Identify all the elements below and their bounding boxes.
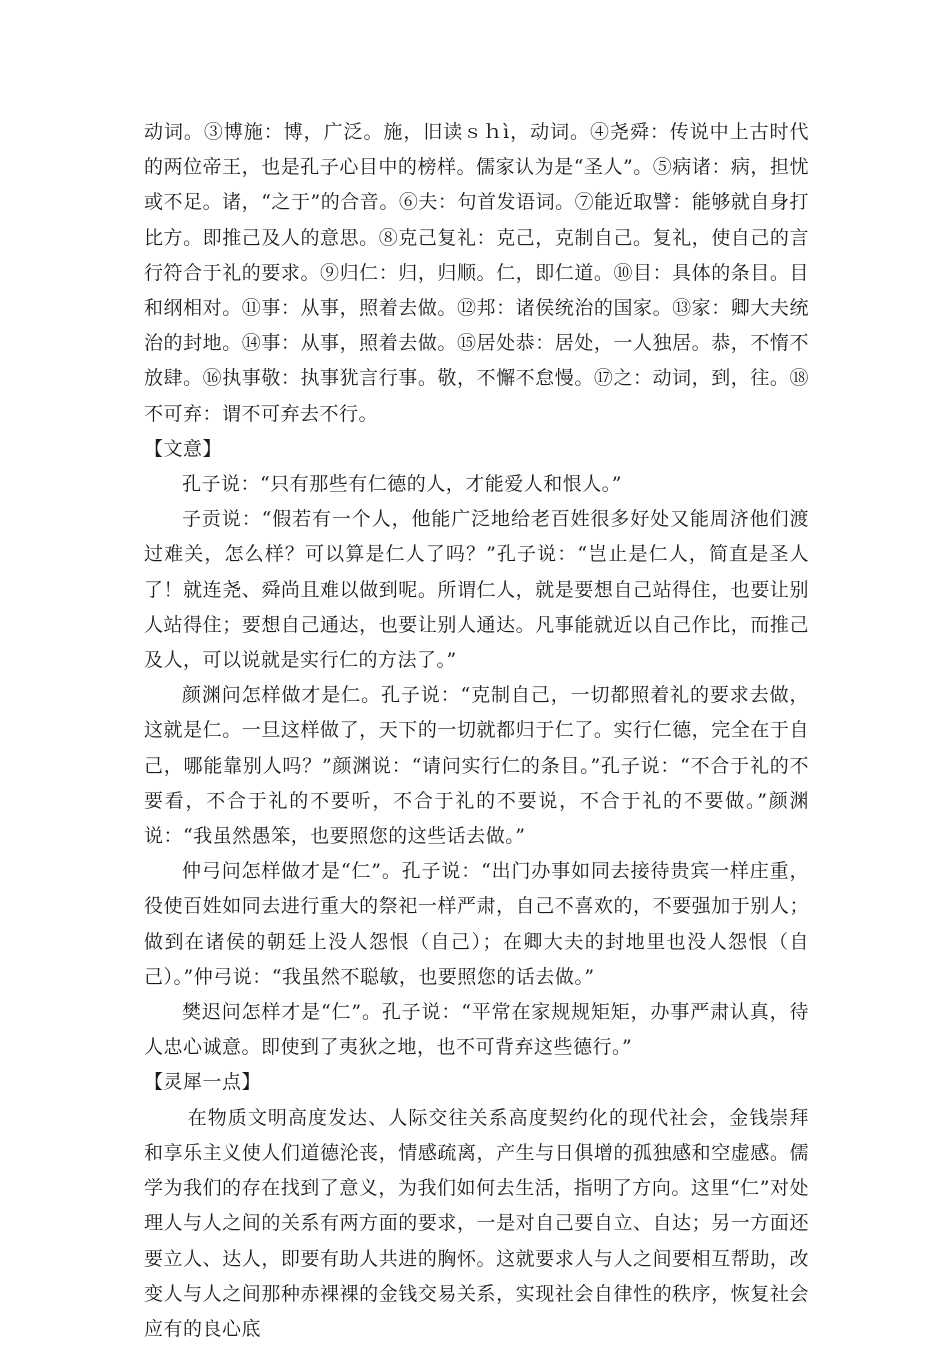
wenyi-paragraph: 颜渊问怎样做才是仁。孔子说：“克制自己，一切都照着礼的要求去做，这就是仁。一旦这样做了，天下的一切就都归于仁了。实行仁德，完全在于自己，哪能靠别人吗？”颜渊说：“请问实行仁的条目。”孔子说：“不合于礼的不要看，不合于礼的不要听，不合于礼的不要说，不合于礼的不要做。”颜渊说：“我虽然愚笨，也要照您的这些话去做。” [144,684,809,848]
annotation-notes: 动词。③博施：博，广泛。施，旧读ｓｈì，动词。④尧舜：传说中上古时代的两位帝王，也是孔子心目中的榜样。儒家认为是“圣人”。⑤病诸：病，担忧或不足。诸，“之于”的合音。⑥夫：句首发语词。⑦能近取譬：能够就自身打比方。即推己及人的意思。⑧克己复礼：克己，克制自己。复礼，使自己的言行符合于礼的要求。⑨归仁：归，归顺。仁，即仁道。⑩目：具体的条目。目和纲相对。⑪事：从事，照着去做。⑫邦：诸侯统治的国家。⑬家：卿大夫统治的封地。⑭事：从事，照着去做。⑮居处恭：居处，一人独居。恭，不惰不放肆。⑯执事敬：执事犹言行事。敬，不懈不怠慢。⑰之：动词，到，往。⑱不可弃：谓不可弃去不行。 [144,121,809,425]
section-heading-lingxi: 【灵犀一点】 [144,1071,262,1094]
lingxi-paragraph: 在物质文明高度发达、人际交往关系高度契约化的现代社会，金钱崇拜和享乐主义使人们道德沦丧，情感疏离，产生与日俱增的孤独感和空虚感。儒学为我们的存在找到了意义，为我们如何去生活，指明了方向。这里“仁”对处理人与人之间的关系有两方面的要求，一是对自己要自立、自达；另一方面还要立人、达人，即要有助人共进的胸怀。这就要求人与人之间要相互帮助，改变人与人之间那种赤裸裸的金钱交易关系，实现社会自律性的秩序，恢复社会应有的良心底 [144,1106,809,1340]
wenyi-paragraph: 仲弓问怎样做才是“仁”。孔子说：“出门办事如同去接待贵宾一样庄重，役使百姓如同去进行重大的祭祀一样严肃，自己不喜欢的，不要强加于别人；做到在诸侯的朝廷上没人怨恨（自己）；在卿大夫的封地里也没人怨恨（自己）。”仲弓说：“我虽然不聪敏，也要照您的话去做。” [144,860,809,988]
wenyi-paragraph: 子贡说：“假若有一个人，他能广泛地给老百姓很多好处又能周济他们渡过难关，怎么样？可以算是仁人了吗？”孔子说：“岂止是仁人，简直是圣人了！就连尧、舜尚且难以做到呢。所谓仁人，就是要想自己站得住，也要让别人站得住；要想自己通达，也要让别人通达。凡事能就近以自己作比，而推己及人，可以说就是实行仁的方法了。” [144,508,809,672]
wenyi-paragraph: 樊迟问怎样才是“仁”。孔子说：“平常在家规规矩矩，办事严肃认真，待人忠心诚意。即使到了夷狄之地，也不可背弃这些德行。” [144,1001,809,1059]
section-heading-wenyi: 【文意】 [144,437,223,460]
document-page [144,115,809,1347]
wenyi-paragraph: 孔子说：“只有那些有仁德的人，才能爱人和恨人。” [182,473,622,496]
